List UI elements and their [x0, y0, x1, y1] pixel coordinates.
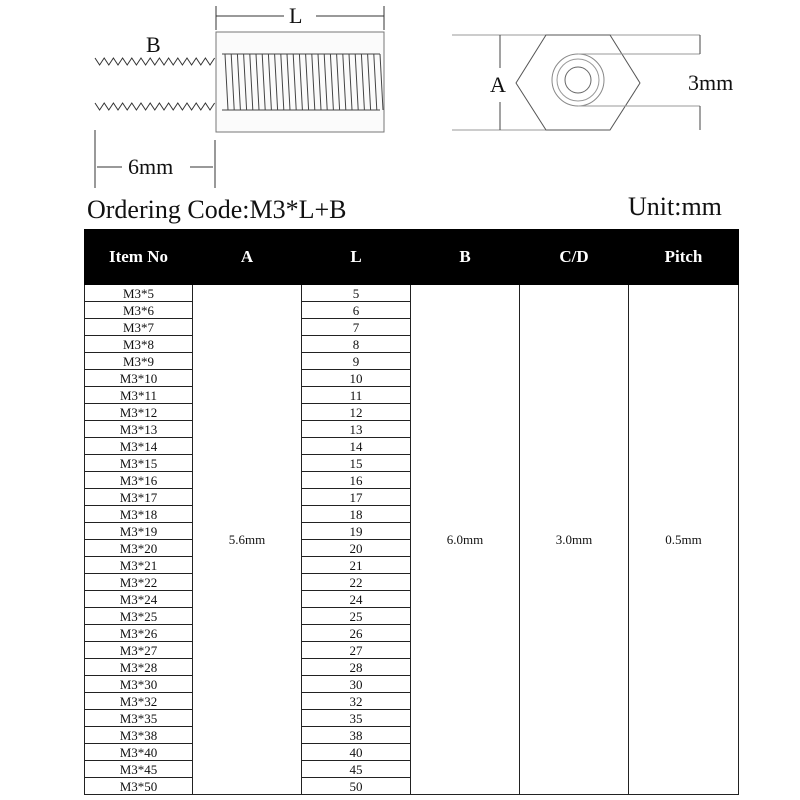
item-no-cell: M3*27	[85, 642, 193, 659]
item-no-cell: M3*50	[85, 778, 193, 795]
l-value-cell: 35	[302, 710, 411, 727]
l-value-cell: 24	[302, 591, 411, 608]
header-item-no: Item No	[85, 230, 193, 285]
spec-table	[84, 229, 739, 795]
l-value-cell: 27	[302, 642, 411, 659]
l-value-cell: 45	[302, 761, 411, 778]
item-no-cell: M3*13	[85, 421, 193, 438]
l-value-cell: 32	[302, 693, 411, 710]
item-no-cell: M3*26	[85, 625, 193, 642]
a-value-cell: 5.6mm	[193, 285, 302, 795]
item-no-cell: M3*28	[85, 659, 193, 676]
label-B: B	[146, 32, 161, 57]
item-no-cell: M3*30	[85, 676, 193, 693]
header-b: B	[411, 230, 520, 285]
item-no-cell: M3*19	[85, 523, 193, 540]
item-no-cell: M3*6	[85, 302, 193, 319]
item-no-cell: M3*15	[85, 455, 193, 472]
l-value-cell: 13	[302, 421, 411, 438]
item-no-cell: M3*10	[85, 370, 193, 387]
item-no-cell: M3*14	[85, 438, 193, 455]
header-cd: C/D	[520, 230, 629, 285]
item-no-cell: M3*9	[85, 353, 193, 370]
l-value-cell: 19	[302, 523, 411, 540]
pitch-value-cell: 0.5mm	[629, 285, 739, 795]
l-value-cell: 25	[302, 608, 411, 625]
item-no-cell: M3*7	[85, 319, 193, 336]
item-no-cell: M3*45	[85, 761, 193, 778]
item-no-cell: M3*24	[85, 591, 193, 608]
table-header-row	[85, 230, 739, 285]
item-no-cell: M3*25	[85, 608, 193, 625]
l-value-cell: 16	[302, 472, 411, 489]
item-no-cell: M3*16	[85, 472, 193, 489]
item-no-cell: M3*8	[85, 336, 193, 353]
l-value-cell: 10	[302, 370, 411, 387]
l-value-cell: 12	[302, 404, 411, 421]
unit-label: Unit:mm	[628, 192, 722, 221]
item-no-cell: M3*18	[85, 506, 193, 523]
l-value-cell: 6	[302, 302, 411, 319]
item-no-cell: M3*22	[85, 574, 193, 591]
item-no-cell: M3*17	[85, 489, 193, 506]
item-no-cell: M3*32	[85, 693, 193, 710]
standoff-body	[216, 32, 384, 132]
l-value-cell: 26	[302, 625, 411, 642]
item-no-cell: M3*21	[85, 557, 193, 574]
l-value-cell: 14	[302, 438, 411, 455]
label-L: L	[289, 3, 303, 28]
l-value-cell: 5	[302, 285, 411, 302]
l-value-cell: 17	[302, 489, 411, 506]
l-value-cell: 21	[302, 557, 411, 574]
item-no-cell: M3*40	[85, 744, 193, 761]
cd-value-cell: 3.0mm	[520, 285, 629, 795]
item-no-cell: M3*12	[85, 404, 193, 421]
l-value-cell: 11	[302, 387, 411, 404]
l-value-cell: 38	[302, 727, 411, 744]
table-row	[85, 285, 739, 302]
header-l: L	[302, 230, 411, 285]
item-no-cell: M3*11	[85, 387, 193, 404]
l-value-cell: 28	[302, 659, 411, 676]
label-hole: 3mm	[688, 70, 734, 95]
l-value-cell: 7	[302, 319, 411, 336]
l-value-cell: 22	[302, 574, 411, 591]
l-value-cell: 50	[302, 778, 411, 795]
male-thread	[95, 58, 215, 110]
l-value-cell: 40	[302, 744, 411, 761]
label-A: A	[490, 72, 506, 97]
item-no-cell: M3*5	[85, 285, 193, 302]
l-value-cell: 30	[302, 676, 411, 693]
item-no-cell: M3*38	[85, 727, 193, 744]
item-no-cell: M3*35	[85, 710, 193, 727]
l-value-cell: 20	[302, 540, 411, 557]
l-value-cell: 8	[302, 336, 411, 353]
l-value-cell: 9	[302, 353, 411, 370]
item-no-cell: M3*20	[85, 540, 193, 557]
header-a: A	[193, 230, 302, 285]
l-value-cell: 18	[302, 506, 411, 523]
ordering-code: Ordering Code:M3*L+B	[87, 195, 347, 224]
l-value-cell: 15	[302, 455, 411, 472]
label-thread-length: 6mm	[128, 154, 174, 179]
header-pitch: Pitch	[629, 230, 739, 285]
b-value-cell: 6.0mm	[411, 285, 520, 795]
